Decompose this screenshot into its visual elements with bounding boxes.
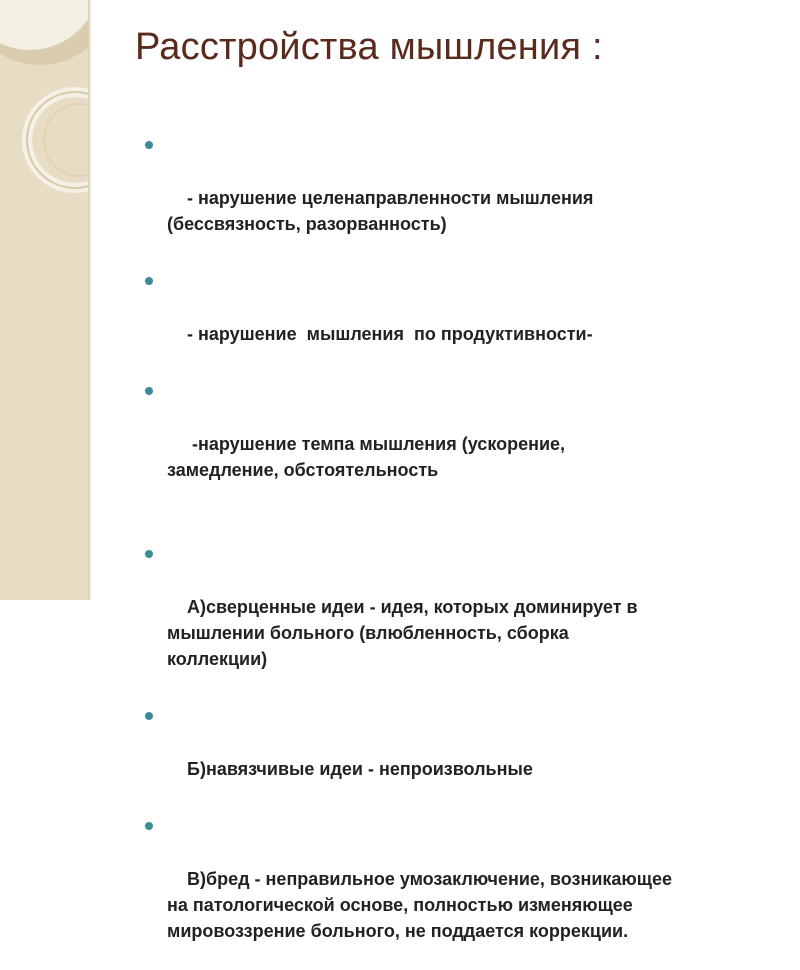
- list-item-text: Б)навязчивые идеи - непроизвольные: [187, 759, 533, 779]
- list-item-text: В)бред - неправильное умозаключение, возникающее на патологической основе, полностью изменяющее мировоззрение больного, не поддается коррекции.: [167, 869, 672, 941]
- list-item: [145, 269, 785, 373]
- list-item-text: - нарушение мышления по продуктивности-: [187, 324, 593, 344]
- list-item: [145, 542, 785, 698]
- decorative-sidebar: [0, 0, 88, 600]
- bullet-dot-icon: [145, 141, 153, 149]
- sidebar-divider: [88, 0, 91, 600]
- bullet-dot-icon: [145, 277, 153, 285]
- list-item: [145, 379, 785, 509]
- list-item: [145, 814, 785, 970]
- bullet-dot-icon: [145, 822, 153, 830]
- bullet-dot-icon: [145, 387, 153, 395]
- bullet-list: [145, 133, 785, 970]
- list-item-text: А)сверценные идеи - идея, которых доминирует в мышлении больного (влюбленность, сборка коллекции): [167, 597, 638, 669]
- list-item: [145, 704, 785, 808]
- list-item-text: - нарушение целенаправленности мышления (бессвязность, разорванность): [167, 188, 594, 234]
- list-item: [145, 133, 785, 263]
- decorative-circles-graphic: [0, 0, 88, 600]
- bullet-dot-icon: [145, 712, 153, 720]
- bullet-dot-icon: [145, 550, 153, 558]
- list-item-text: -нарушение темпа мышления (ускорение, замедление, обстоятельность: [167, 434, 566, 480]
- slide-title: Расстройства мышления :: [135, 26, 603, 68]
